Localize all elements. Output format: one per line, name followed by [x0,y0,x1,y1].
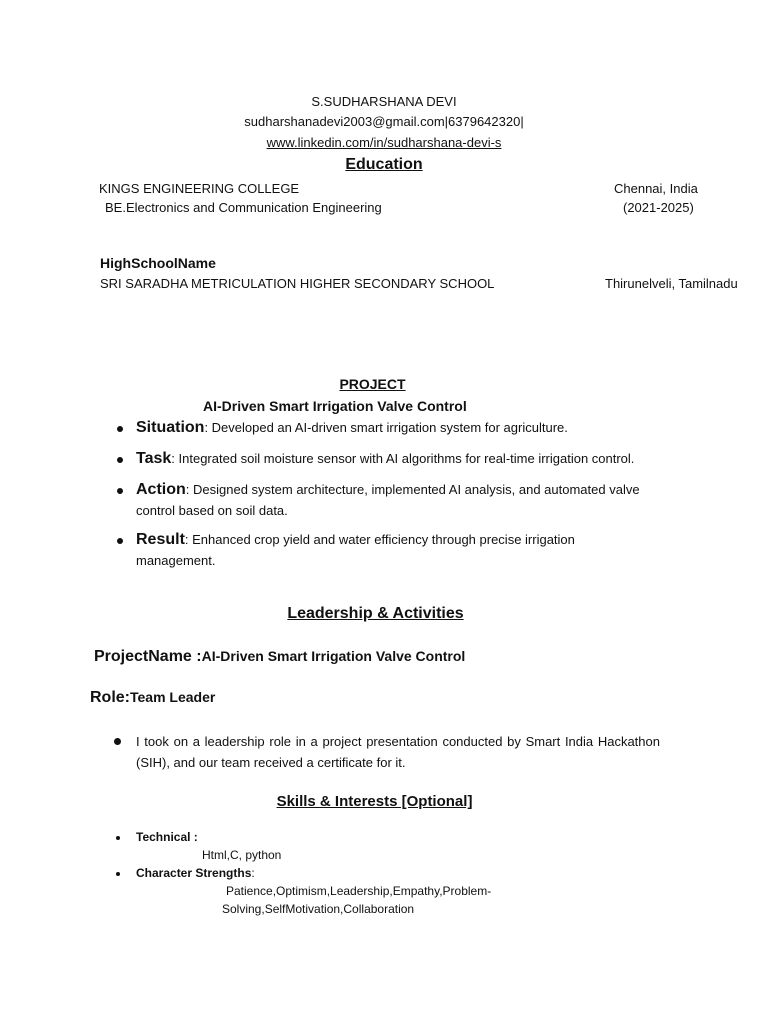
project-name-value: AI-Driven Smart Irrigation Valve Control [201,648,466,664]
bullet-icon [117,538,123,544]
bullet-icon [117,426,123,432]
item-term: Action [136,481,186,498]
bullet-icon [114,738,121,745]
item-text: : Developed an AI-driven smart irrigation system for agriculture. [204,420,568,435]
contact-line: sudharshanadevi2003@gmail.com|6379642320| [244,114,524,129]
project-title: AI-Driven Smart Irrigation Valve Control [203,398,467,414]
role-line [90,689,215,707]
highschool-heading: HighSchoolName [100,255,216,271]
bullet-icon [116,836,120,840]
degree-years: (2021-2025) [623,200,694,215]
item-term: Task [136,450,172,467]
item-term: Result [136,531,185,548]
leadership-heading: Leadership & Activities [287,605,464,622]
college-location: Chennai, India [614,181,698,196]
item-text: : Enhanced crop yield and water efficiency through precise irrigation management. [136,532,575,568]
item-term: Situation [136,419,205,436]
bullet-icon [117,457,123,463]
technical-label: Technical : [136,830,198,844]
education-heading: Education [345,156,423,173]
project-heading: PROJECT [339,376,406,392]
candidate-name: S.SUDHARSHANA DEVI [311,94,457,109]
technical-value: Html,C, python [202,848,282,862]
list-item [136,479,676,521]
highschool-location: Thirunelveli, Tamilnadu [605,276,738,291]
role-value: Team Leader [130,689,216,705]
linkedin-link[interactable]: www.linkedin.com/in/sudharshana-devi-s [266,135,502,150]
bullet-icon [117,488,123,494]
item-text: : Designed system architecture, implemented AI analysis, and automated valve control based on soil data. [136,482,640,518]
list-item [136,529,626,571]
project-name-label: ProjectName : [94,648,202,665]
list-item [136,417,696,438]
skills-heading: Skills & Interests [Optional] [276,793,473,810]
list-item [136,448,696,469]
highschool-name: SRI SARADHA METRICULATION HIGHER SECONDARY SCHOOL [100,276,495,291]
character-label: Character Strengths [136,866,252,880]
character-label-line [136,866,255,880]
leadership-bullet: I took on a leadership role in a project presentation conducted by Smart India Hackathon (SIH), and our team received a certificate for it. [136,734,660,770]
character-colon: : [251,866,255,880]
character-line-2: Solving,SelfMotivation,Collaboration [222,902,415,916]
item-text: : Integrated soil moisture sensor with AI algorithms for real-time irrigation control. [171,451,635,466]
leadership-project-line [94,648,465,666]
character-line-1: Patience,Optimism,Leadership,Empathy,Problem- [226,884,492,898]
role-label: Role: [90,689,130,706]
bullet-icon [116,872,120,876]
college-name: KINGS ENGINEERING COLLEGE [99,181,300,196]
degree: BE.Electronics and Communication Engineering [105,200,382,215]
